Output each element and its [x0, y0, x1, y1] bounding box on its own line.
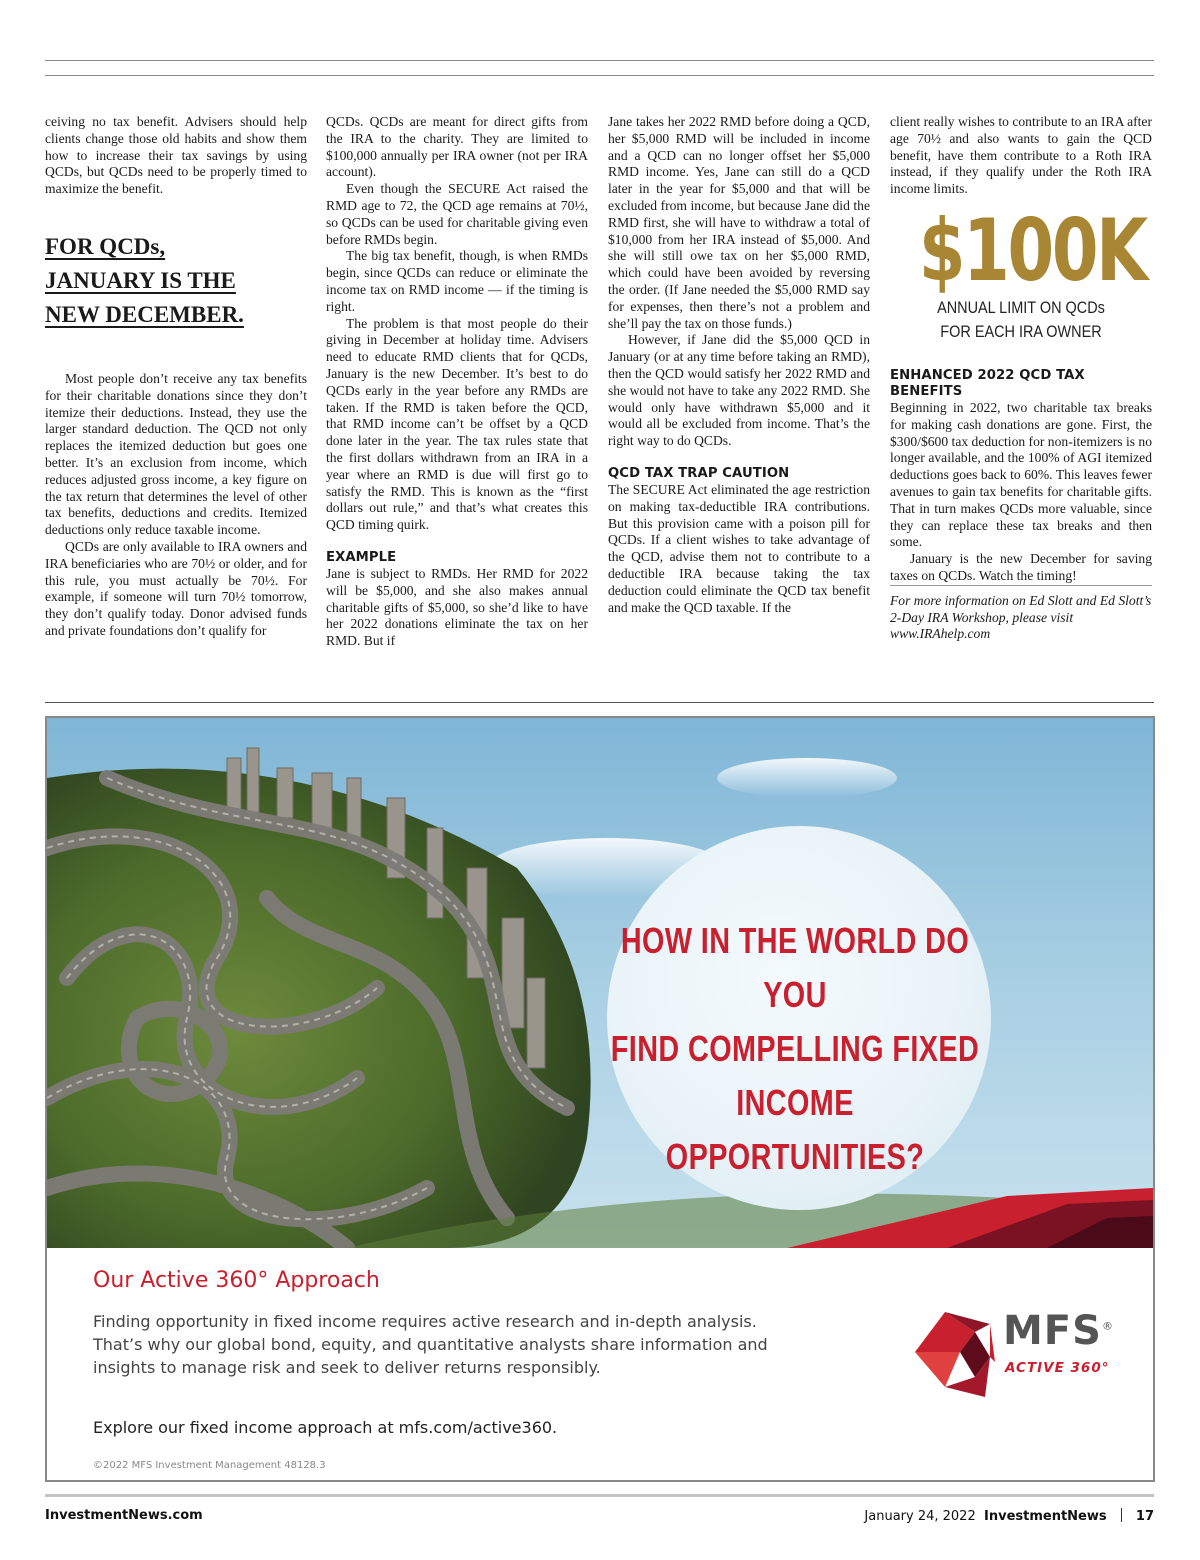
article-paragraph: Jane takes her 2022 RMD before doing a QCD, her $5,000 RMD will be included in income and a QCD can no longer offset her $5,000 RMD income. Yes, Jane can still do a QCD later in the year for $5,000 and that will be excluded from income, but because Jane did the RMD first, she will have to withdraw a total of $10,000 from her IRA instead of $5,000. And she will still owe tax on her $5,000 RMD, which could have been avoided by reversing the order. (If Jane needed the $5,000 RMD say for expenses, then there’s not a problem and she’ll pay the tax on those funds.) [608, 114, 870, 331]
footer-rule [45, 1494, 1154, 1497]
callout-value: $100K [918, 200, 1146, 301]
enhanced-benefits-subhead: ENHANCED 2022 QCD TAX BENEFITS [890, 367, 1085, 399]
ad-copy-area [47, 1248, 1153, 1482]
headline-line: NEW DECEMBER. [45, 301, 244, 327]
callout-caption-line: FOR EACH IRA OWNER [940, 321, 1102, 341]
headline-line: JANUARY IS THE [45, 267, 236, 293]
top-rule-secondary [45, 75, 1154, 76]
article-headline [45, 230, 307, 332]
article-paragraph: ceiving no tax benefit. Advisers should help clients change those old habits and show them how to increase their tax savings by using QCDs, but QCDs need to be properly timed to maximize the benefit. [45, 114, 307, 197]
mfs-wordmark [1003, 1308, 1114, 1354]
ad-body-line: insights to manage risk and seek to deliver returns responsibly. [93, 1358, 601, 1377]
ad-illustration [47, 718, 1153, 1248]
ad-cta-link[interactable]: Explore our fixed income approach at mfs.com/active360. [93, 1418, 558, 1437]
article-paragraph: However, if Jane did the $5,000 QCD in January (or at any time before taking an RMD), then the QCD would satisfy her 2022 RMD and she would not have to take any 2022 RMD. She would only have withdrawn $5,000 and it would all be excluded from income. That’s the right way to do QCDs. [608, 332, 870, 449]
article-paragraph: client really wishes to contribute to an IRA after age 70½ and also wants to gain the QCD benefit, have them contribute to a Roth IRA instead, if they qualify under the Roth IRA income limits. [890, 114, 1152, 197]
ad-body-line: Finding opportunity in fixed income requires active research and in-depth analysis. [93, 1312, 757, 1331]
footer-date: January 24, 2022 [864, 1509, 976, 1524]
qcd-limit-callout [890, 200, 1152, 344]
example-subhead: EXAMPLE [326, 549, 397, 565]
article-paragraph: QCDs are only available to IRA owners and IRA beneficiaries who are 70½ or older, and for this rule, you must actually be 70½. For example, if someone will turn 70½ tomorrow, they don’t qualify today. Donor advised funds and private foundations don’t qualify for [45, 538, 307, 638]
article-column-3 [608, 114, 870, 616]
article-paragraph: The SECURE Act eliminated the age restriction on making tax-deductible IRA contributions. But this provision came with a poison pill for QCDs. If a client wishes to take advantage of the QCD, advise them not to contribute to a deductible IRA because taking the tax deduction could eliminate the QCD tax benefit and make the QCD taxable. If the [608, 481, 870, 615]
ad-body-text [93, 1310, 833, 1379]
headline-line: FOR QCDs, [45, 233, 166, 259]
tagline-line: HOW IN THE WORLD DO YOU [620, 920, 970, 1015]
tagline-line: FIND COMPELLING FIXED [610, 1028, 980, 1069]
article-column-1 [45, 114, 307, 640]
ad-separator-rule [45, 702, 1154, 703]
registered-mark: ® [1101, 1319, 1114, 1333]
ad-body-line: That’s why our global bond, equity, and quantitative analysts share information and [93, 1335, 768, 1354]
footer-page-info [864, 1508, 1154, 1524]
ad-tagline [607, 914, 983, 1184]
article-paragraph: QCDs. QCDs are meant for direct gifts from the IRA to the charity. They are limited to $100,000 annually per IRA owner (not per IRA account). [326, 114, 588, 180]
footer-publication: InvestmentNews [984, 1509, 1107, 1524]
ad-heading: Our Active 360° Approach [93, 1268, 380, 1293]
article-column-2 [326, 114, 588, 650]
article-paragraph: Beginning in 2022, two charitable tax breaks for making cash donations are gone. First, the $300/$600 tax deduction for non-itemizers is no longer available, and the 100% of AGI itemized deductions goes back to 60%. This leaves fewer avenues to gain tax benefits for charitable gifts. That in turn makes QCDs more valuable, since they can replace these tax breaks and then some. [890, 399, 1153, 550]
article-paragraph: January is the new December for saving taxes on QCDs. Watch the timing! [890, 551, 1152, 583]
article-paragraph: Jane is subject to RMDs. Her RMD for 2022 will be $5,000, and she also makes annual charitable gifts of $5,000, so she’d like to have her 2022 donations eliminate the tax on her RMD. But if [326, 565, 588, 649]
article-paragraph: The problem is that most people do their giving in December at holiday time. Advisers need to educate RMD clients that for QCDs, January is the new December. It’s best to do QCDs early in the year before any RMDs are taken. If the RMD is taken before the QCD, that RMD income can’t be offset by a QCD done later in the year. The tax rules state that the first dollars withdrawn from an IRA in a year where an RMD is due will first go to satisfy the RMD. This is known as the “first dollars out rule,” and that’s what creates this QCD timing quirk. [326, 315, 588, 533]
article-column-4 [890, 114, 1152, 643]
mfs-active-360-label: ACTIVE 360° [1005, 1360, 1110, 1376]
tax-trap-subhead: QCD TAX TRAP CAUTION [608, 465, 790, 481]
ad-legal-text: ©2022 MFS Investment Management 48128.3 [93, 1460, 326, 1471]
callout-caption-line: ANNUAL LIMIT ON QCDs [937, 297, 1105, 317]
footer-separator [1121, 1508, 1122, 1522]
footer-site-url[interactable]: InvestmentNews.com [45, 1508, 203, 1523]
article-paragraph: The big tax benefit, though, is when RMDs begin, since QCDs can reduce or eliminate the income tax on RMD income — if the timing is right. [326, 248, 588, 314]
author-info-note: For more information on Ed Slott and Ed Slott’s 2-Day IRA Workshop, please visit www.IRAhelp.com [890, 585, 1152, 643]
mfs-advertisement[interactable] [45, 716, 1155, 1482]
top-rule [45, 60, 1154, 61]
tagline-line: INCOME OPPORTUNITIES? [665, 1082, 925, 1177]
mfs-wordmark-text: MFS [1003, 1308, 1102, 1354]
article-paragraph: Even though the SECURE Act raised the RMD age to 72, the QCD age remains at 70½, so QCDs can be used for charitable giving even before RMDs begin. [326, 181, 588, 247]
page-number: 17 [1135, 1509, 1154, 1524]
article-paragraph: Most people don’t receive any tax benefits for their charitable donations since they don’t itemize their deductions. Instead, they use the larger standard deduction. The QCD not only replaces the itemized deduction but goes one better. It’s an exclusion from income, which reduces adjusted gross income, a key figure on the tax return that determines the level of other tax benefits, deductions and credits. Itemized deductions only reduce taxable income. [45, 370, 307, 538]
